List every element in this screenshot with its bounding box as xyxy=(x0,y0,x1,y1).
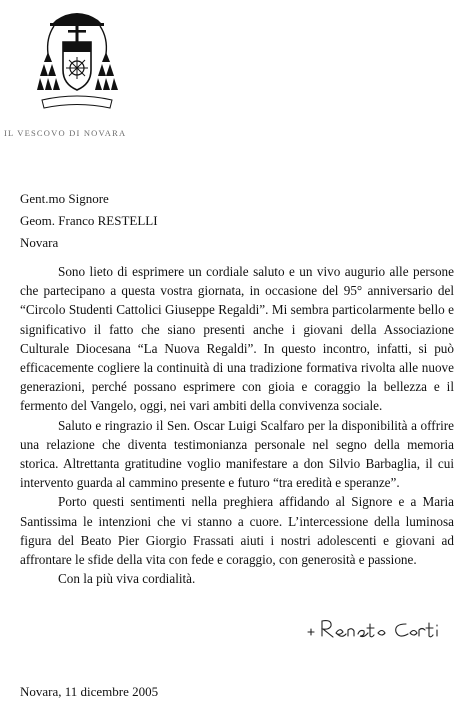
place-and-date: Novara, 11 dicembre 2005 xyxy=(20,684,159,699)
recipient-salutation: Gent.mo Signore xyxy=(20,191,109,206)
recipient-city: Novara xyxy=(20,235,59,250)
paragraph-prayer: Porto questi sentimenti nella preghiera affidando al Signore e a Maria Santissima le intenzioni che vi stanno a cuore. L’intercessione della luminosa figura del Beato Pier Giorgio Frassati aiuti i nostri adolescenti e giovani ad affrontare le sfide della vita con fede e coraggio, con generosità e passione. xyxy=(20,494,454,568)
recipient-name: Geom. Franco RESTELLI xyxy=(20,213,158,228)
letterhead xyxy=(4,8,144,138)
paragraph-closing: Con la più viva cordialità. xyxy=(58,571,196,587)
recipient-block xyxy=(20,188,158,254)
letter-body xyxy=(20,262,454,588)
episcopal-coat-of-arms-icon xyxy=(36,8,118,120)
handwritten-signature xyxy=(302,612,452,646)
paragraph-thanks: Saluto e ringrazio il Sen. Oscar Luigi Scalfaro per la disponibilità a offrire una relazione che diventa testimonianza personale nel segno della memoria storica. Altrettanta gratitudine voglio manifestare a don Silvio Barbaglia, il cui intervento guarda al cammino presente e futuro “tra eredità e speranze”. xyxy=(20,417,454,491)
paragraph-greeting: Sono lieto di esprimere un cordiale saluto e un vivo augurio alle persone che partecipano a questa vostra giornata, in occasione del 95° anniversario del “Circolo Studenti Cattolici Giuseppe Regaldi”. Mi sembra particolarmente bello e significativo il fatto che siano presenti anche i giovani della Associazione Culturale Diocesana “La Nuova Regaldi”. In questo incontro, infatti, si può efficacemente cogliere la continuità di una tradizione formativa rivolta alle nuove generazioni, perché possano esprimere con gioia e coraggio la bellezza e il fermento del Vangelo, oggi, nei vari ambiti della convivenza sociale. xyxy=(20,264,454,414)
seal-label: IL VESCOVO DI NOVARA xyxy=(4,128,127,138)
